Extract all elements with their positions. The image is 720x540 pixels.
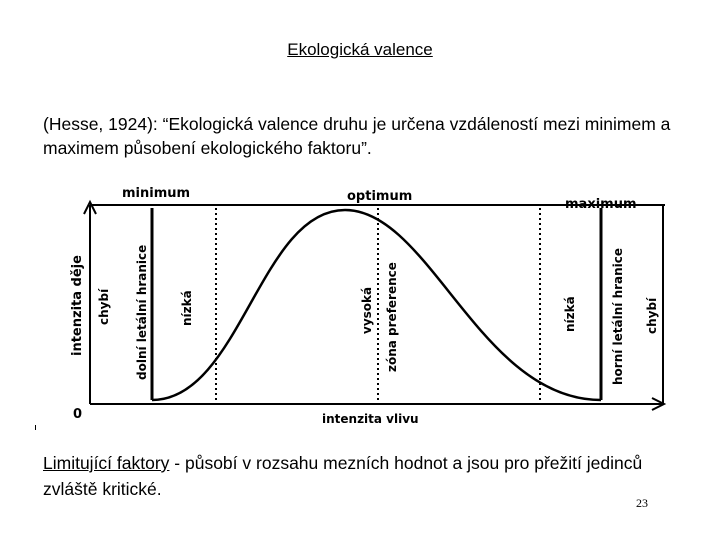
optimum-label: optimum [347,189,413,204]
page-number: 23 [636,496,648,510]
preference-zone-label: zóna preference [385,262,399,372]
slide-title: Ekologická valence [287,40,433,59]
limiting-factors-text [43,450,683,502]
hesse-quote: (Hesse, 1924): “Ekologická valence druhu je určena vzdáleností mezi minimem a maximem působení ekologického faktoru”. [43,114,671,158]
origin-label: 0 [73,407,83,422]
right-missing-label: chybí [645,297,659,334]
maximum-label: maximum [565,197,637,212]
x-axis-label: intenzita vlivu [322,412,419,426]
limiting-factors-term: Limitující faktory [43,453,170,473]
stray-mark [35,425,36,430]
left-lethal-label: dolní letální hranice [135,244,149,380]
high-label: vysoká [360,286,374,334]
left-missing-label: chybí [97,288,111,325]
right-low-label: nízká [563,296,577,332]
y-axis-label: intenzita děje [70,255,85,356]
limiting-factors-description: - působí v rozsahu mezních hodnot a jsou pro přežití jedinců zvláště kritické. [43,453,643,499]
right-lethal-label: horní letální hranice [611,247,625,385]
tolerance-curve [152,210,601,400]
left-low-label: nízká [180,290,194,326]
minimum-label: minimum [122,186,191,201]
